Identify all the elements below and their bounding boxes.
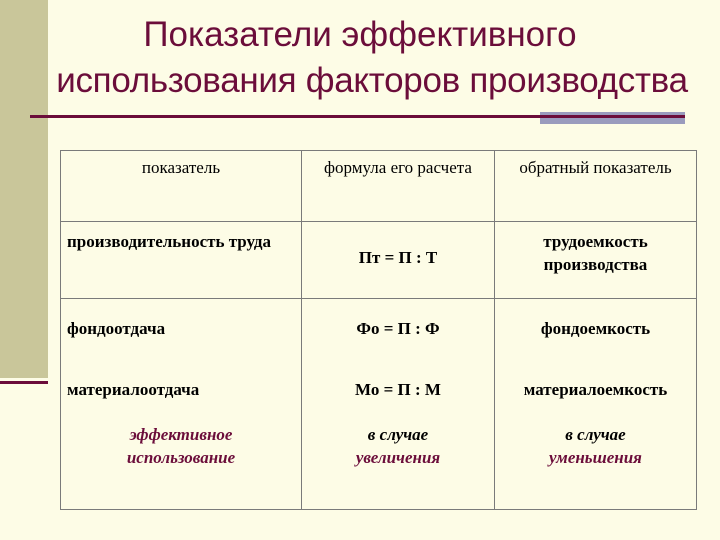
header-formula: формула его расчета — [302, 151, 495, 222]
labor-inverse: трудоемкость производства — [495, 222, 697, 299]
indicators-table — [60, 150, 697, 510]
combined-formula-cell — [302, 299, 495, 510]
header-inverse: обратный показатель — [495, 151, 697, 222]
table-header-row — [61, 151, 697, 222]
labor-formula: Пт = П : Т — [302, 222, 495, 299]
side-decor-rule — [0, 381, 48, 384]
formula-note-case: в случае — [367, 425, 429, 444]
title-line-1: Показатели эффективного — [143, 15, 577, 54]
header-indicator: показатель — [61, 151, 302, 222]
assets-indicator: фондоотдача — [67, 319, 166, 338]
materials-formula: Мо = П : М — [355, 380, 441, 399]
materials-indicator: материалоотдача — [67, 380, 200, 399]
table-row-labor — [61, 222, 697, 299]
combined-indicator-cell — [61, 299, 302, 510]
assets-inverse: фондоемкость — [540, 319, 651, 338]
combined-inverse-cell — [495, 299, 697, 510]
title-accent-bar — [540, 112, 685, 124]
indicator-note: эффективное использование — [126, 425, 236, 467]
inverse-note-decrease: уменьшения — [549, 448, 642, 467]
slide-title — [0, 12, 720, 104]
table-row-combined — [61, 299, 697, 510]
materials-inverse: материалоемкость — [523, 380, 668, 399]
title-line-2: использования факторов производства — [56, 61, 688, 100]
formula-note-increase: увеличения — [355, 448, 441, 467]
assets-formula: Фо = П : Ф — [356, 319, 440, 338]
inverse-note-case: в случае — [565, 425, 626, 444]
labor-indicator: производительность труда — [61, 222, 302, 299]
